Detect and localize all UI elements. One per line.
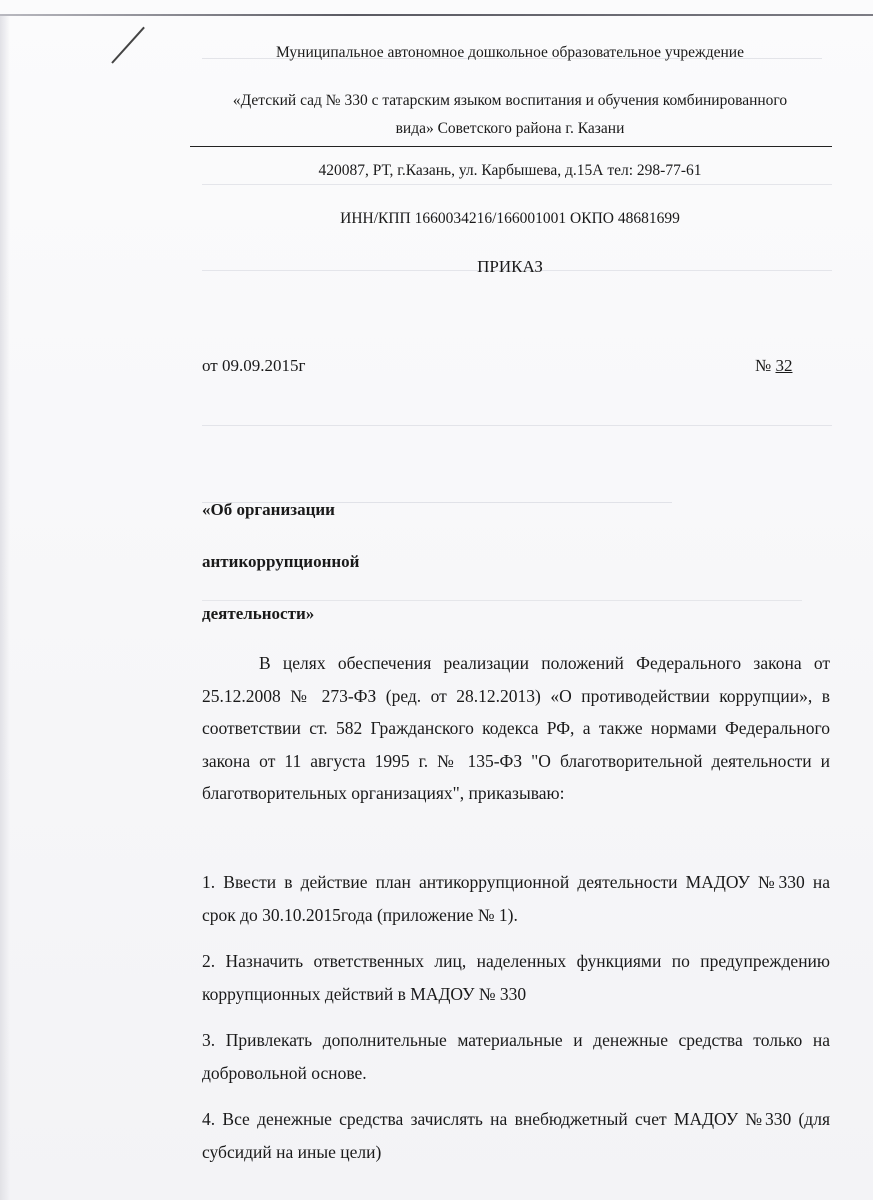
order-number-value: 32 [775, 356, 793, 375]
order-number [755, 356, 792, 376]
show-through-mark [202, 184, 832, 195]
page-left-shadow [0, 16, 10, 1200]
header-org-line2: «Детский сад № 330 с татарским языком воспитания и обучения комбинированного [232, 92, 788, 109]
subject-line3: деятельности» [202, 604, 315, 623]
header-divider [190, 146, 832, 147]
show-through-mark [202, 425, 832, 436]
header-address: 420087, РТ, г.Казань, ул. Карбышева, д.15А тел: 298-77-61 [318, 162, 702, 179]
order-date: от 09.09.2015г [202, 356, 306, 375]
order-item-4: 4. Все денежные средства зачислять на внебюджетный счет МАДОУ №330 (для субсидий на иные цели) [202, 1109, 830, 1162]
order-item-1: 1. Ввести в действие план антикоррупционной деятельности МАДОУ №330 на срок до 30.10.2015года (приложение № 1). [202, 872, 830, 925]
intro-paragraph: В целях обеспечения реализации положений Федерального закона от 25.12.2008 № 273-ФЗ (ред. от 28.12.2013) «О противодействии коррупции», в соответствии ст. 582 Гражданского кодекса РФ, а также нормами Федерального закона от 11 августа 1995 г. № 135-ФЗ "О благотворительной деятельности и благотворительных организациях", приказываю: [202, 653, 830, 803]
order-item-2: 2. Назначить ответственных лиц, наделенных функциями по предупреждению коррупционных действий в МАДОУ № 330 [202, 951, 830, 1004]
order-item-3: 3. Привлекать дополнительные материальные и денежные средства только на добровольной основе. [202, 1030, 830, 1083]
subject-line1: «Об организации [202, 500, 335, 519]
order-number-prefix: № [755, 356, 772, 375]
order-title: ПРИКАЗ [477, 257, 543, 276]
subject-line2: антикоррупционной [202, 552, 360, 571]
header-org-line3: вида» Советского района г. Казани [395, 120, 625, 137]
header-org-line1: Муниципальное автономное дошкольное образовательное учреждение [276, 44, 744, 61]
header-codes: ИНН/КПП 1660034216/166001001 ОКПО 48681699 [340, 210, 680, 227]
page-top-edge [0, 14, 873, 16]
